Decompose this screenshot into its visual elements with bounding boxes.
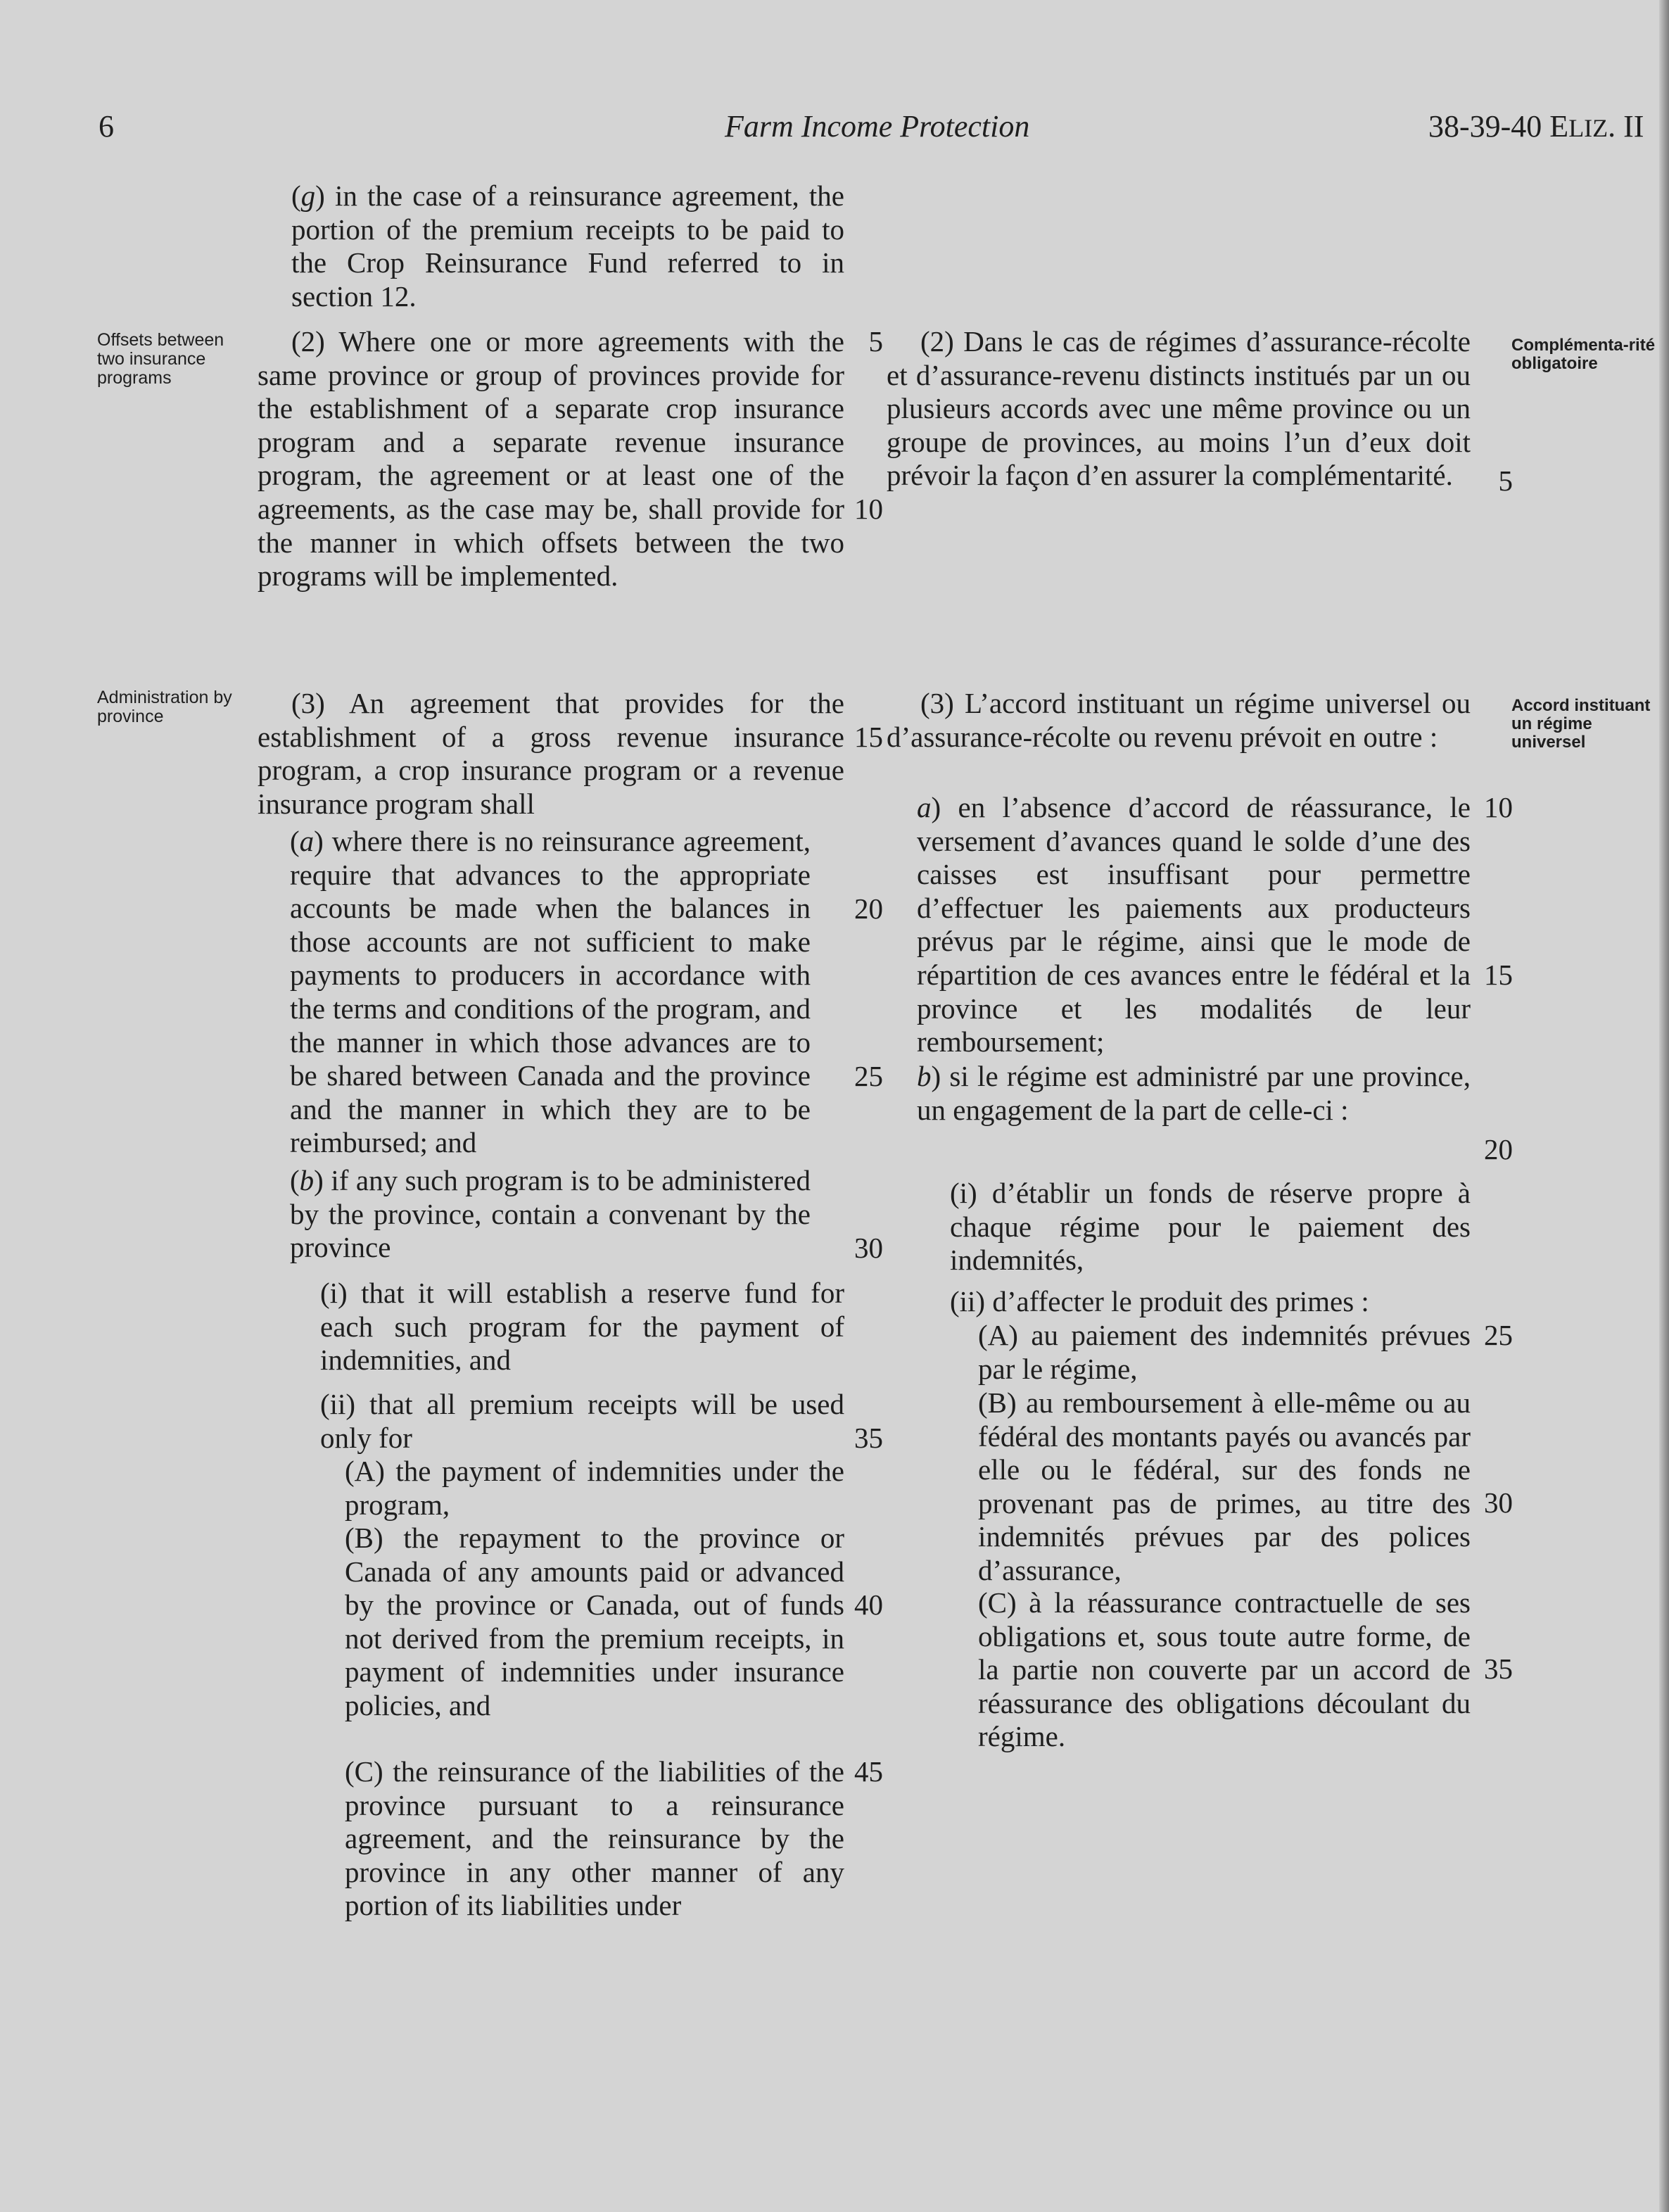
en-para-b: (b) if any such program is to be administered by the province, contain a convenant by the province bbox=[290, 1164, 811, 1264]
en-line-number: 20 bbox=[854, 892, 883, 925]
en-line-number: 45 bbox=[854, 1755, 883, 1788]
page-edge-shadow bbox=[1659, 0, 1669, 2212]
fr-subsection-2 bbox=[887, 325, 1471, 493]
en-para-a: (a) where there is no reinsurance agreement, require that advances to the appropriate accounts be made when the balances in those accounts are not sufficient to make payments to producers in accordance with the terms and conditions of the program, and the manner in which those advances are to be shared between Canada and the province and the manner in which they are to be reimbursed; and bbox=[290, 825, 811, 1159]
fr-subpara-ii: (ii) d’affecter le produit des primes : bbox=[950, 1285, 1369, 1317]
sidenote-offsets-en: Offsets between two insurance programs bbox=[97, 330, 224, 388]
en-line-number: 10 bbox=[854, 493, 883, 525]
fr-a-text: ) en l’absence d’accord de réassurance, le versement d’avances quand le solde d’une des caisses est insuffisant pour permettre d’effectuer les paiements aux producteurs prévus par le régime, ainsi que le mode de répartition de ces avances entre le fédéral et la province et les modalités de leur remboursement; bbox=[917, 791, 1471, 1058]
regnal-smallcaps: LIZ bbox=[1568, 114, 1608, 142]
en-subsection-3 bbox=[258, 687, 844, 821]
sidenote-admin-fr: Accord instituant un régime universel bbox=[1511, 696, 1651, 752]
fr-line-number: 30 bbox=[1484, 1486, 1513, 1519]
en-paragraph-g bbox=[258, 179, 844, 313]
fr-a-label: a bbox=[917, 791, 932, 823]
fr-line-number: 10 bbox=[1484, 791, 1513, 823]
en-s3: (3) An agreement that provides for the establishment of a gross revenue insurance program, a crop insurance program or a revenue insurance program shall bbox=[258, 687, 844, 820]
en-line-number: 40 bbox=[854, 1588, 883, 1621]
fr-paragraph-b bbox=[917, 1060, 1471, 1127]
en-line-number: 25 bbox=[854, 1060, 883, 1092]
regnal-end: . II bbox=[1608, 109, 1644, 144]
fr-line-number: 5 bbox=[1498, 464, 1513, 497]
running-title: Farm Income Protection bbox=[725, 109, 1030, 144]
sidenote-offsets-fr: Complémenta-rité obligatoire bbox=[1511, 336, 1656, 373]
regnal-year bbox=[1428, 107, 1644, 148]
fr-line-number: 35 bbox=[1484, 1652, 1513, 1685]
en-b-label: b bbox=[299, 1164, 315, 1196]
en-paragraph-b bbox=[258, 1164, 844, 1265]
en-line-number: 35 bbox=[854, 1422, 883, 1454]
en-g-text: in the case of a reinsurance agreement, the portion of the premium receipts to be paid to the Crop Reinsurance Fund referred to in section 12. bbox=[291, 179, 844, 312]
fr-para-a bbox=[917, 791, 1471, 1059]
en-subsection-2 bbox=[258, 325, 844, 593]
fr-clause-A: (A) au paiement des indemnités prévues par le régime, bbox=[978, 1319, 1471, 1385]
regnal-num: 38-39-40 E bbox=[1428, 109, 1569, 144]
en-clause-C: (C) the reinsurance of the liabilities of the province pursuant to a reinsurance agreement, and the reinsurance by the province in any other manner of any portion of its liabilities under bbox=[345, 1755, 844, 1922]
page-number: 6 bbox=[99, 109, 114, 144]
fr-b-label: b bbox=[917, 1060, 932, 1092]
fr-b-text: ) si le régime est administré par une province, un engagement de la part de celle-ci : bbox=[917, 1060, 1471, 1126]
en-subpara-ii: (ii) that all premium receipts will be used only for bbox=[320, 1388, 844, 1454]
fr-para-b bbox=[917, 1060, 1471, 1127]
en-subpara-i: (i) that it will establish a reserve fund for each such program for the payment of indemnities, and bbox=[320, 1277, 844, 1377]
fr-s2: (2) Dans le cas de régimes d’assurance-récolte et d’assurance-revenu distincts institués par un ou plusieurs accords avec une même province ou un groupe de provinces, au moins l’un d’eux doit prévoir la façon d’en assurer la complémentarité. bbox=[887, 325, 1471, 492]
en-para-g: (g) in the case of a reinsurance agreement, the portion of the premium receipts to be paid to the Crop Reinsurance Fund referred to in section 12. bbox=[291, 179, 844, 312]
en-a-label: a bbox=[299, 825, 315, 857]
fr-line-number: 25 bbox=[1484, 1319, 1513, 1351]
fr-paragraph-a bbox=[917, 791, 1471, 1059]
fr-subsection-3 bbox=[887, 687, 1471, 754]
en-line-number: 30 bbox=[854, 1232, 883, 1264]
fr-clause-B: (B) au remboursement à elle-même ou au fédéral des montants payés ou avancés par elle ou le fédéral, sur des fonds ne provenant pas de primes, au titre des indemnités prévues par des polices d’assurance, bbox=[978, 1386, 1471, 1586]
en-paragraph-a bbox=[258, 825, 844, 1160]
en-b-text: if any such program is to be administered by the province, contain a convenant by the province bbox=[290, 1164, 811, 1264]
en-line-number: 5 bbox=[868, 325, 883, 358]
sidenote-admin-en: Administration by province bbox=[97, 688, 232, 726]
en-line-number: 15 bbox=[854, 721, 883, 753]
en-a-text: where there is no reinsurance agreement, require that advances to the appropriate accounts be made when the balances in those accounts are not sufficient to make payments to producers in accordance with the terms and conditions of the program, and the manner in which those advances are to be shared between Canada and the province and the manner in which they are to be reimbursed; and bbox=[290, 825, 811, 1159]
fr-line-number: 20 bbox=[1484, 1133, 1513, 1165]
fr-clause-C: (C) à la réassurance contractuelle de ses obligations et, sous toute autre forme, de la partie non couverte par un accord de réassurance des obligations découlant du régime. bbox=[978, 1586, 1471, 1753]
fr-subpara-i: (i) d’établir un fonds de réserve propre à chaque régime pour le paiement des indemnités, bbox=[950, 1177, 1471, 1277]
fr-s3: (3) L’accord instituant un régime universel ou d’assurance-récolte ou revenu prévoit en outre : bbox=[887, 687, 1471, 753]
en-g-label: g bbox=[300, 179, 316, 212]
fr-line-number: 15 bbox=[1484, 959, 1513, 991]
en-clause-A: (A) the payment of indemnities under the program, bbox=[345, 1455, 844, 1521]
en-clause-B: (B) the repayment to the province or Canada of any amounts paid or advanced by the province or Canada, out of funds not derived from the premium receipts, in payment of indemnities under insurance policies, and bbox=[345, 1522, 844, 1721]
en-s2: (2) Where one or more agreements with the same province or group of provinces provide for the establishment of a separate crop insurance program and a separate revenue insurance program, the agreement or at least one of the agreements, as the case may be, shall provide for the manner in which offsets between the two programs will be implemented. bbox=[258, 325, 844, 593]
